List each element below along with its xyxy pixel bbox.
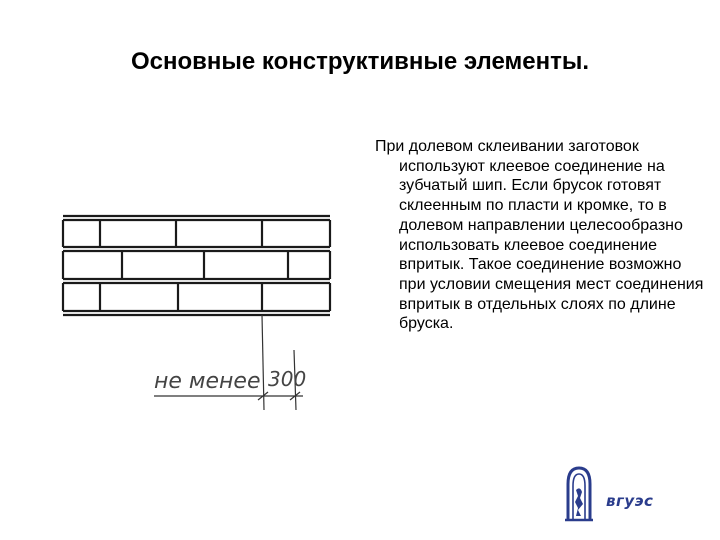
slide-title: Основные конструктивные элементы. <box>131 48 589 75</box>
dimension-lines <box>154 315 303 410</box>
joint-drawing <box>58 200 338 420</box>
laminated-bar <box>63 216 330 315</box>
dimension-value: 300 <box>268 367 307 391</box>
logo-text: вгуэс <box>606 492 654 510</box>
min-label: не менее <box>154 369 261 394</box>
emblem-icon <box>562 466 596 522</box>
vguies-logo <box>562 466 692 522</box>
body-text: При долевом склеивании заготовок используют клеевое соединение на зубчатый шип. Если брусок готовят склеенным по пласти и кромке, то в долевом направлении целесообразно использовать клеевое соединение впритык. Такое соединение возможно при условии смещения мест соединения впритык в отдельных слоях по длине бруска. <box>375 138 704 333</box>
